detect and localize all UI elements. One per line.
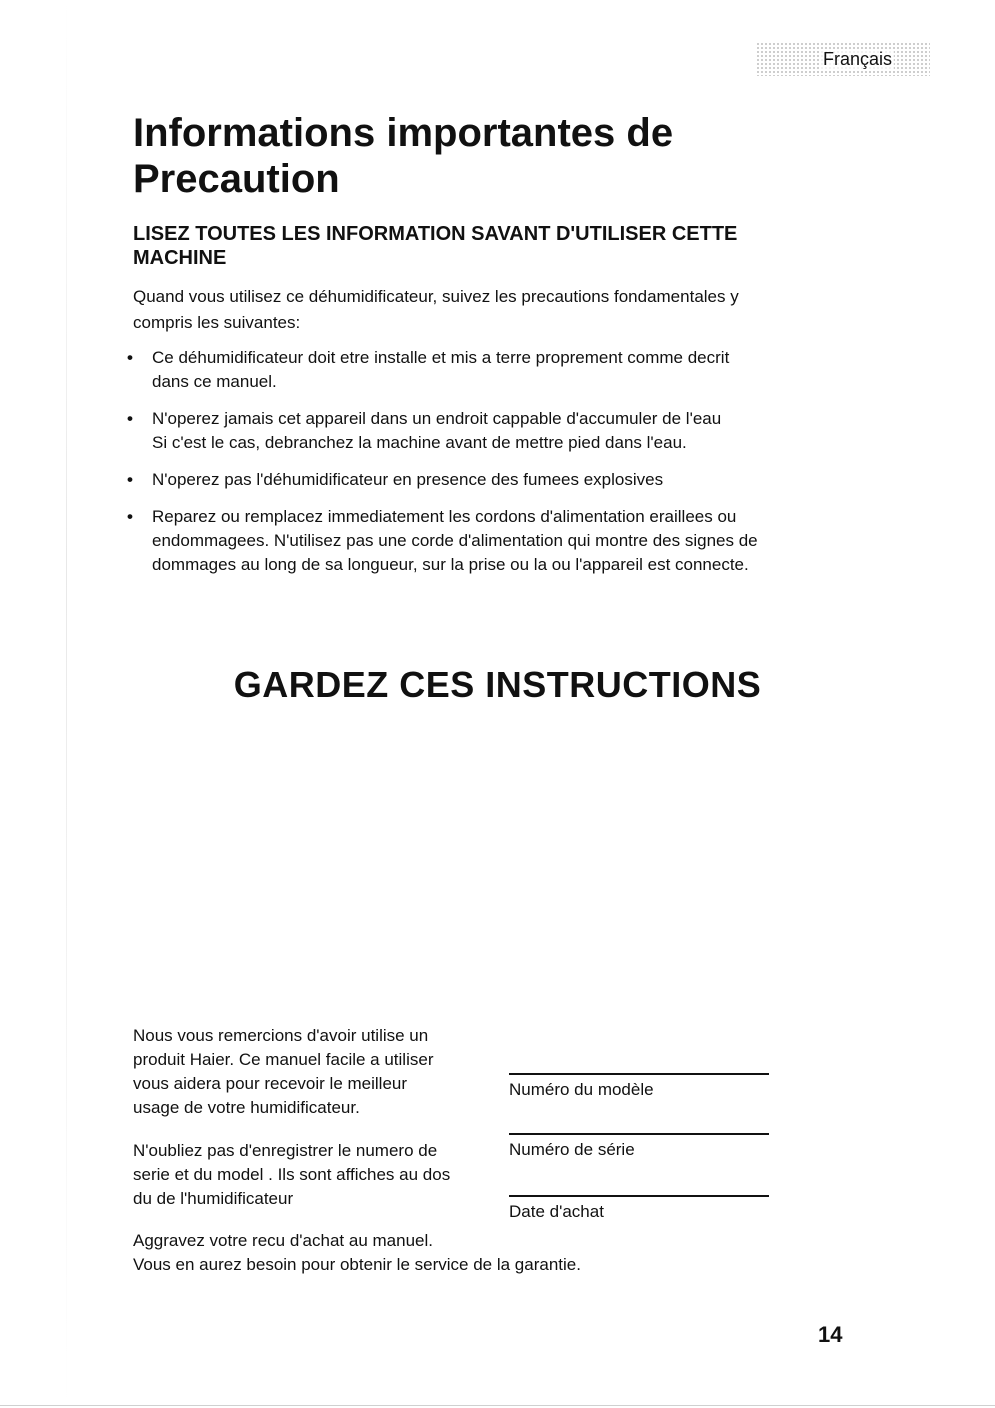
keep-instructions-heading: GARDEZ CES INSTRUCTIONS	[233, 664, 762, 705]
subtitle-line: LISEZ TOUTES LES INFORMATION SAVANT D'UTILISER CETTE	[133, 223, 738, 245]
reminder-line: N'oubliez pas d'enregistrer le numero de	[133, 1141, 438, 1160]
page-title	[133, 110, 833, 202]
bullet-dot-icon: •	[127, 507, 133, 526]
purchase-date-field	[509, 1195, 769, 1223]
model-number-label: Numéro du modèle	[509, 1080, 654, 1099]
bullet-dot-icon: •	[127, 470, 133, 489]
language-tab	[756, 42, 930, 76]
precaution-item	[127, 346, 847, 394]
subtitle-line: MACHINE	[133, 247, 227, 269]
serial-number-field	[509, 1133, 769, 1161]
thanks-paragraph	[133, 1024, 493, 1120]
precaution-line: Ce déhumidificateur doit etre installe et mis a terre proprement comme decrit	[152, 348, 730, 367]
section-subtitle	[133, 222, 853, 270]
bullet-dot-icon: •	[127, 348, 133, 367]
receipt-note	[133, 1229, 833, 1277]
purchase-date-label: Date d'achat	[509, 1202, 604, 1221]
receipt-line: Aggravez votre recu d'achat au manuel.	[133, 1231, 433, 1250]
precaution-line: N'operez jamais cet appareil dans un endroit cappable d'accumuler de l'eau	[152, 409, 722, 428]
page-title-line: Precaution	[133, 157, 340, 201]
reminder-line: serie et du model . Ils sont affiches au dos	[133, 1165, 451, 1184]
precaution-item	[127, 407, 847, 455]
language-tab-label: Français	[822, 49, 892, 69]
serial-number-label: Numéro de série	[509, 1140, 635, 1159]
receipt-line: Vous en aurez besoin pour obtenir le service de la garantie.	[133, 1255, 581, 1274]
page-title-line: Informations importantes de	[133, 111, 674, 155]
intro-paragraph	[133, 284, 833, 336]
precaution-item	[127, 468, 847, 492]
precaution-line: dans ce manuel.	[152, 372, 277, 391]
precaution-line: Si c'est le cas, debranchez la machine avant de mettre pied dans l'eau.	[152, 433, 687, 452]
thanks-line: produit Haier. Ce manuel facile a utiliser	[133, 1050, 434, 1069]
thanks-line: usage de votre humidificateur.	[133, 1098, 360, 1117]
reminder-line: du de l'humidificateur	[133, 1189, 294, 1208]
intro-line: compris les suivantes:	[133, 313, 301, 332]
bullet-dot-icon: •	[127, 409, 133, 428]
precaution-item	[127, 505, 847, 577]
intro-line: Quand vous utilisez ce déhumidificateur, suivez les precautions fondamentales y	[133, 287, 739, 306]
precaution-list	[127, 346, 847, 590]
thanks-line: vous aidera pour recevoir le meilleur	[133, 1074, 408, 1093]
registration-reminder	[133, 1139, 503, 1211]
precaution-line: endommagees. N'utilisez pas une corde d'alimentation qui montre des signes de	[152, 531, 758, 550]
scan-edge-bottom	[0, 1405, 995, 1406]
precaution-line: Reparez ou remplacez immediatement les cordons d'alimentation eraillees ou	[152, 507, 737, 526]
model-number-field	[509, 1073, 769, 1101]
thanks-line: Nous vous remercions d'avoir utilise un	[133, 1026, 429, 1045]
precaution-line: dommages au long de sa longueur, sur la prise ou la ou l'appareil est connecte.	[152, 555, 749, 574]
page-number: 14	[818, 1322, 843, 1347]
precaution-line: N'operez pas l'déhumidificateur en presence des fumees explosives	[152, 470, 664, 489]
